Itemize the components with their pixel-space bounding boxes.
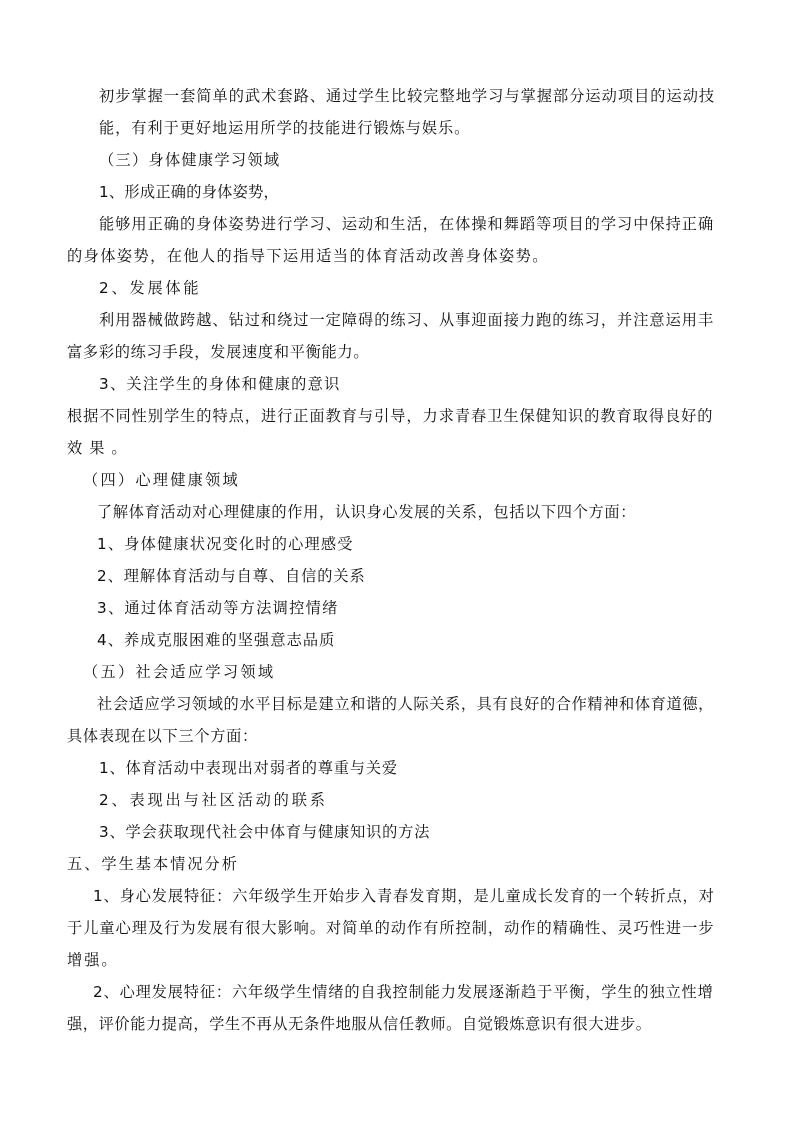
text-line-1: 初步掌握一套简单的武术套路、通过学生比较完整地学习与掌握部分运动项目的运动技 xyxy=(99,87,716,105)
text-line-29: 2、心理发展特征：六年级学生情绪的自我控制能力发展逐渐趋于平衡，学生的独立性增 xyxy=(93,983,714,1001)
text-line-11: 根据不同性别学生的特点，进行正面教育与引导，力求青春卫生保健知识的教育取得良好的 xyxy=(67,407,714,425)
text-line-12: 效果。 xyxy=(67,439,134,457)
text-line-14: 了解体育活动对心理健康的作用，认识身心发展的关系，包括以下四个方面： xyxy=(97,503,637,521)
text-line-4: 1、形成正确的身体姿势， xyxy=(99,183,280,201)
list-item-22: 1、体育活动中表现出对弱者的尊重与关爱 xyxy=(99,759,398,777)
text-line-6: 的身体姿势，在他人的指导下运用适当的体育活动改善身体姿势。 xyxy=(67,247,549,265)
text-line-26: 1、身心发展特征：六年级学生开始步入青春发育期，是儿童成长发育的一个转折点，对 xyxy=(93,887,715,905)
text-line-2: 能，有利于更好地运用所学的技能进行锻炼与娱乐。 xyxy=(99,119,471,137)
text-line-5: 能够用正确的身体姿势进行学习、运动和生活，在体操和舞蹈等项目的学习中保持正确 xyxy=(99,215,715,233)
list-item-24: 3、学会获取现代社会中体育与健康知识的方法 xyxy=(99,823,431,841)
list-item-17: 3、通过体育活动等方法调控情绪 xyxy=(97,599,339,617)
text-line-9: 富多彩的练习手段，发展速度和平衡能力。 xyxy=(67,343,370,361)
text-line-7: 2、发展体能 xyxy=(99,279,202,297)
section-heading-19: （五）社会适应学习领域 xyxy=(83,663,276,681)
text-line-20: 社会适应学习领域的水平目标是建立和谐的人际关系，具有良好的合作精神和体育道德， xyxy=(97,695,714,713)
list-item-15: 1、身体健康状况变化时的心理感受 xyxy=(97,535,354,553)
text-line-28: 增强。 xyxy=(67,951,119,969)
text-line-30: 强，评价能力提高，学生不再从无条件地服从信任教师。自觉锻炼意识有很大进步。 xyxy=(67,1015,652,1033)
section-heading-25: 五、学生基本情况分析 xyxy=(67,855,239,873)
text-line-27: 于儿童心理及行为发展有很大影响。对简单的动作有所控制，动作的精确性、灵巧性进一步 xyxy=(67,919,715,937)
text-line-10: 3、关注学生的身体和健康的意识 xyxy=(99,375,341,393)
text-line-8: 利用器械做跨越、钻过和绕过一定障碍的练习、从事迎面接力跑的练习，并注意运用丰 xyxy=(99,311,715,329)
list-item-23: 2、表现出与社区活动的联系 xyxy=(99,791,328,809)
list-item-16: 2、理解体育活动与自尊、自信的关系 xyxy=(97,567,366,585)
section-heading-13: （四）心理健康领域 xyxy=(83,471,240,489)
text-line-21: 具体表现在以下三个方面： xyxy=(67,727,258,745)
section-heading-3: （三）身体健康学习领域 xyxy=(99,151,281,169)
list-item-18: 4、养成克服困难的坚强意志品质 xyxy=(97,631,336,649)
